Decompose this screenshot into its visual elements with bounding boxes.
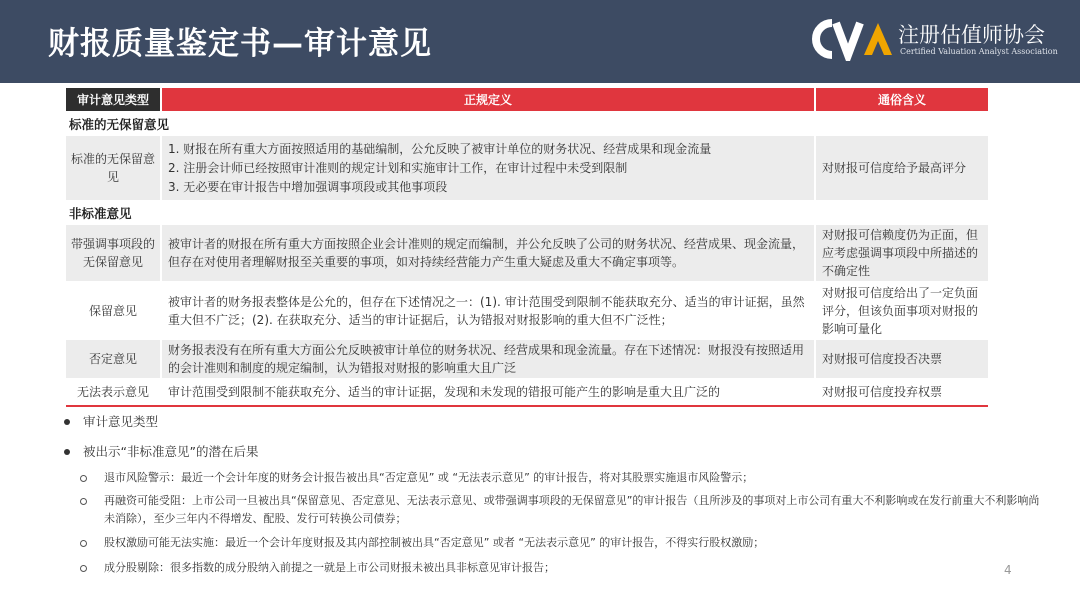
list-item-text: 再融资可能受阻：上市公司一旦被出具“保留意见、否定意见、无法表示意见、或带强调事项段的无保留意见”的审计报告（且所涉及的事项对上市公司有重大不利影响或在发行前重大不利影响尚未消除），至少三年内不得增发、配股、发行可转换公司债券； (104, 494, 1040, 525)
circle-bullet-icon (80, 540, 87, 547)
row-opinion-type: 无法表示意见 (76, 385, 149, 399)
row-opinion-type: 带强调事项段的无保留意见 (66, 225, 160, 281)
list-item: 1. 财报在所有重大方面按照适用的基础编制，公允反映了被审计单位的财务状况、经营成果和现金流量 (168, 141, 712, 156)
table-row (66, 340, 988, 378)
table-header-row (66, 88, 988, 111)
bullet-text: 审计意见类型 (83, 414, 159, 429)
title-bar (0, 0, 1080, 83)
list-item (80, 469, 1040, 487)
bullet-dot-icon (64, 449, 70, 455)
list-item (80, 492, 1040, 528)
list-item: 3. 无必要在审计报告中增加强调事项段或其他事项段 (168, 179, 448, 194)
list-item (80, 559, 1040, 577)
row-definition (162, 136, 814, 200)
table-bottom-rule (66, 405, 988, 407)
list-item: 2. 注册会计师已经按照审计准则的规定计划和实施审计工作，在审计过程中未受到限制 (168, 160, 628, 175)
row-meaning: 对财报可信度给出了一定负面评分，但该负面事项对财报的影响可量化 (822, 285, 979, 336)
circle-bullet-icon (80, 565, 87, 572)
row-opinion-type: 标准的无保留意见 (66, 136, 160, 200)
logo-chinese-name: 注册估值师协会 (898, 23, 1045, 47)
row-definition: 财务报表没有在所有重大方面公允反映被审计单位的财务状况、经营成果和现金流量。存在下述情况：财报没有按照适用的会计准则和制度的规定编制，认为错报对财报的影响重大且广泛 (162, 340, 814, 378)
table-row (66, 225, 988, 281)
logo-english-name: Certified Valuation Analyst Association (900, 47, 1058, 56)
row-opinion-type: 保留意见 (88, 303, 137, 318)
section-standard-unqualified: 标准的无保留意见 (69, 117, 170, 132)
list-item-text: 股权激励可能无法实施：最近一个会计年度财报及其内部控制被出具“否定意见” 或者 “无法表示意见” 的审计报告，不得实行股权激励； (104, 536, 765, 549)
slide-title: 财报质量鉴定书—审计意见 (48, 26, 432, 62)
table-row (66, 283, 988, 338)
header-plain-meaning: 通俗含义 (816, 88, 988, 111)
bullet-item (64, 412, 158, 430)
table-row (66, 136, 988, 200)
definition-list (168, 140, 711, 197)
list-item (80, 534, 1040, 552)
row-meaning: 对财报可信赖度仍为正面，但应考虑强调事项段中所描述的不确定性 (816, 225, 988, 281)
table-row (66, 380, 988, 404)
row-opinion-type: 否定意见 (66, 340, 160, 378)
bullet-item (64, 442, 258, 460)
header-formal-definition: 正规定义 (162, 88, 814, 111)
row-definition: 被审计者的财报在所有重大方面按照企业会计准则的规定而编制，并公允反映了公司的财务状况、经营成果、现金流量，但存在对使用者理解财报至关重要的事项，如对持续经营能力产生重大疑虑及重大不确定事项等。 (162, 225, 814, 281)
circle-bullet-icon (80, 475, 87, 482)
header-opinion-type: 审计意见类型 (66, 88, 160, 111)
list-item-text: 退市风险警示：最近一个会计年度的财务会计报告被出具“否定意见” 或 “无法表示意见” 的审计报告，将对其股票实施退市风险警示； (104, 471, 754, 484)
row-meaning: 对财报可信度投否决票 (816, 340, 988, 378)
row-definition: 被审计者的财务报表整体是公允的，但存在下述情况之一：(1). 审计范围受到限制不能获取充分、适当的审计证据，虽然重大但不广泛；(2). 在获取充分、适当的审计证据后，认为错报对财报影响的重大但不广泛性； (168, 294, 805, 327)
page-number: 4 (1004, 563, 1012, 577)
row-meaning: 对财报可信度给予最高评分 (816, 136, 988, 200)
row-definition: 审计范围受到限制不能获取充分、适当的审计证据，发现和未发现的错报可能产生的影响是重大且广泛的 (168, 385, 721, 399)
bullet-dot-icon (64, 419, 70, 425)
cva-logo-mark (806, 17, 898, 61)
cva-logo (806, 17, 1066, 67)
row-meaning: 对财报可信度投弃权票 (822, 385, 943, 399)
list-item-text: 成分股剔除：很多指数的成分股纳入前提之一就是上市公司财报未被出具非标意见审计报告； (104, 561, 555, 574)
bullet-text: 被出示“非标准意见”的潜在后果 (83, 444, 259, 459)
section-non-standard: 非标准意见 (69, 206, 132, 221)
circle-bullet-icon (80, 498, 87, 505)
